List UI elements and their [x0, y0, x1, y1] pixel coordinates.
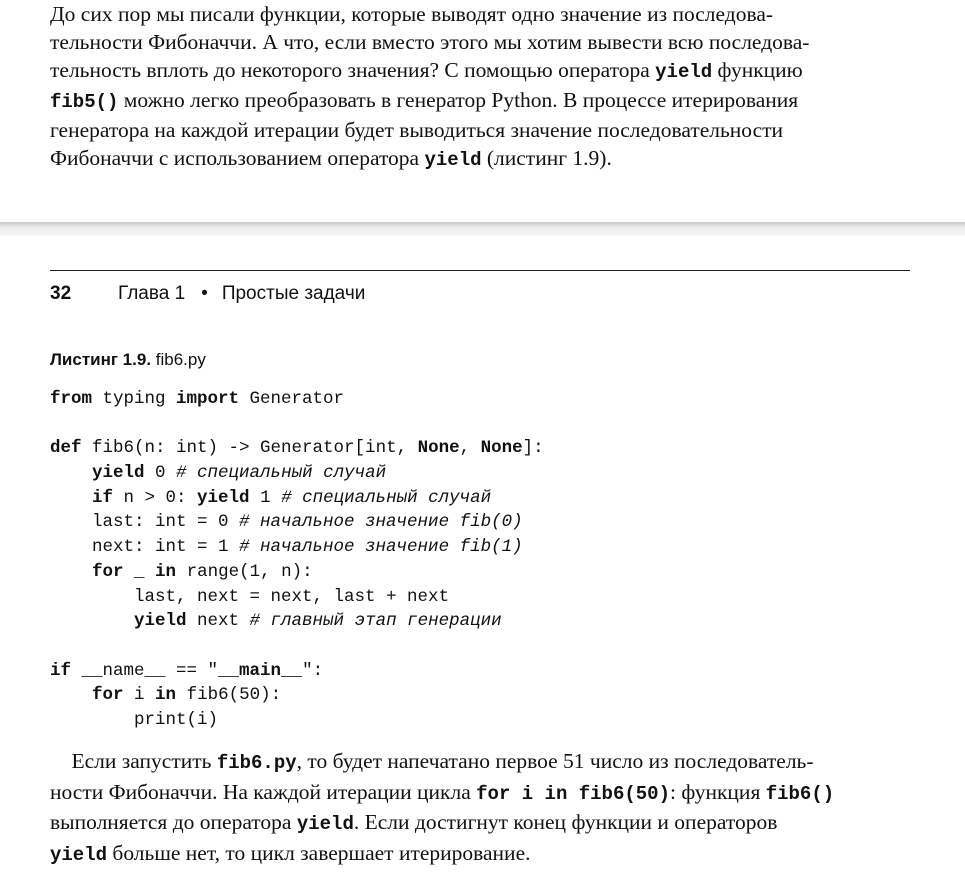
text-run: Если запустить: [50, 749, 217, 773]
code-text: ":: [302, 660, 324, 681]
text-run: функцию: [712, 58, 803, 82]
code-line: [50, 708, 544, 733]
code-comment: # специальный случай: [176, 463, 387, 484]
code-keyword: if: [92, 487, 114, 508]
code-text: next: [186, 611, 250, 632]
code-text: Generator: [239, 389, 345, 409]
text-run: : функция: [669, 779, 766, 804]
page-separator: [0, 222, 965, 236]
code-comment: # начальное значение fib(0): [239, 512, 523, 533]
page-number: 32: [50, 283, 72, 304]
inline-code: yield: [655, 61, 713, 83]
code-keyword: None: [417, 438, 460, 459]
code-keyword: import: [176, 389, 240, 409]
code-text: 0: [144, 463, 177, 484]
listing-label: Листинг 1.9.: [50, 350, 152, 369]
code-keyword: def: [50, 438, 82, 459]
text-run: До сих пор мы писали функции, которые выводят одно значение из последова-: [50, 2, 774, 26]
explanation-paragraph: [50, 747, 920, 869]
code-text: ,: [459, 438, 481, 459]
code-line: [50, 535, 544, 560]
paragraph-line: [50, 808, 920, 839]
code-keyword: __main__: [218, 660, 303, 681]
code-keyword: in: [155, 685, 177, 706]
code-text: last: int = 0: [50, 512, 240, 533]
code-text: __name__ == ": [71, 660, 219, 681]
code-text: [50, 685, 92, 705]
text-run: больше нет, то цикл завершает итерирование.: [107, 840, 531, 865]
text-run: ности Фибоначчи. На каждой итерации цикла: [50, 779, 477, 804]
code-line: [50, 560, 544, 585]
code-comment: # начальное значение fib(1): [239, 537, 523, 558]
paragraph-line: [50, 56, 920, 86]
code-line: [50, 412, 544, 437]
code-line: [50, 683, 544, 708]
text-run: Фибоначчи с использованием оператора: [50, 146, 425, 170]
code-line: [50, 387, 544, 412]
code-comment: # главный этап генерации: [249, 611, 502, 632]
code-line: [50, 659, 544, 684]
text-run: выполняется до оператора: [50, 810, 297, 834]
inline-code: for i in fib6(50): [476, 782, 670, 805]
inline-code: yield: [424, 149, 482, 171]
code-listing: [50, 387, 544, 733]
listing-filename: fib6.py: [151, 350, 206, 369]
inline-code: yield: [50, 843, 108, 866]
code-line: [50, 609, 544, 634]
code-keyword: yield: [134, 611, 187, 632]
inline-code: fib6.py: [216, 752, 297, 774]
code-text: [50, 463, 92, 483]
code-keyword: for: [92, 561, 124, 582]
text-run: , то будет напечатано первое 51 число из последователь-: [296, 749, 814, 773]
text-run: тельности Фибоначчи. А что, если вместо этого мы хотим вывести всю последова-: [50, 30, 810, 54]
inline-code: fib5(): [50, 91, 119, 113]
code-text: fib6(50):: [176, 685, 282, 706]
code-line: [50, 634, 544, 659]
intro-paragraph: [50, 0, 920, 174]
code-text: n > 0:: [113, 487, 198, 508]
chapter-label: Глава 1: [118, 283, 186, 304]
previous-page: [0, 0, 965, 222]
text-run: . Если достигнут конец функции и операторов: [353, 810, 778, 834]
paragraph-line: [50, 116, 920, 144]
code-keyword: yield: [92, 463, 145, 484]
running-head: [50, 280, 365, 308]
paragraph-line: [50, 144, 920, 174]
section-title: Простые задачи: [221, 283, 366, 304]
code-keyword: if: [50, 660, 72, 681]
text-run: (листинг 1.9).: [481, 146, 612, 170]
paragraph-line: [50, 86, 920, 116]
code-text: i: [123, 685, 156, 706]
inline-code: yield: [296, 813, 354, 835]
header-rule: [50, 270, 910, 271]
code-text: next: int = 1: [50, 537, 240, 558]
code-keyword: yield: [197, 487, 250, 508]
code-text: last, next = next, last + next: [50, 586, 450, 607]
code-text: [50, 562, 92, 582]
bullet-separator: •: [201, 283, 208, 304]
listing-caption: [50, 348, 206, 372]
paragraph-line: [50, 839, 920, 870]
code-comment: # специальный случай: [281, 487, 492, 508]
code-line: [50, 510, 544, 535]
inline-code: fib6(): [765, 782, 835, 805]
paragraph-line: [50, 778, 920, 809]
code-keyword: in: [155, 561, 177, 582]
paragraph-line: [50, 747, 920, 778]
code-text: typing: [92, 389, 177, 409]
code-keyword: from: [50, 389, 93, 409]
code-text: print(i): [50, 709, 219, 730]
code-line: [50, 461, 544, 486]
code-text: range(1, n):: [176, 561, 313, 582]
text-run: тельность вплоть до некоторого значения? С помощью оператора: [50, 58, 656, 82]
paragraph-line: [50, 0, 920, 28]
code-text: ]:: [522, 438, 544, 459]
code-text: 1: [249, 487, 282, 508]
code-line: [50, 486, 544, 511]
code-text: _: [123, 561, 156, 582]
paragraph-line: [50, 28, 920, 56]
code-text: [50, 611, 134, 631]
code-text: fib6(n: int) -> Generator[int,: [81, 438, 418, 459]
current-page: [0, 236, 965, 872]
text-run: можно легко преобразовать в генератор Python. В процессе итерирования: [118, 88, 799, 112]
code-text: [50, 488, 92, 508]
code-line: [50, 436, 544, 461]
text-run: генератора на каждой итерации будет выводиться значение последовательности: [50, 118, 784, 142]
code-line: [50, 585, 544, 610]
code-keyword: for: [92, 685, 124, 706]
code-keyword: None: [480, 438, 523, 459]
